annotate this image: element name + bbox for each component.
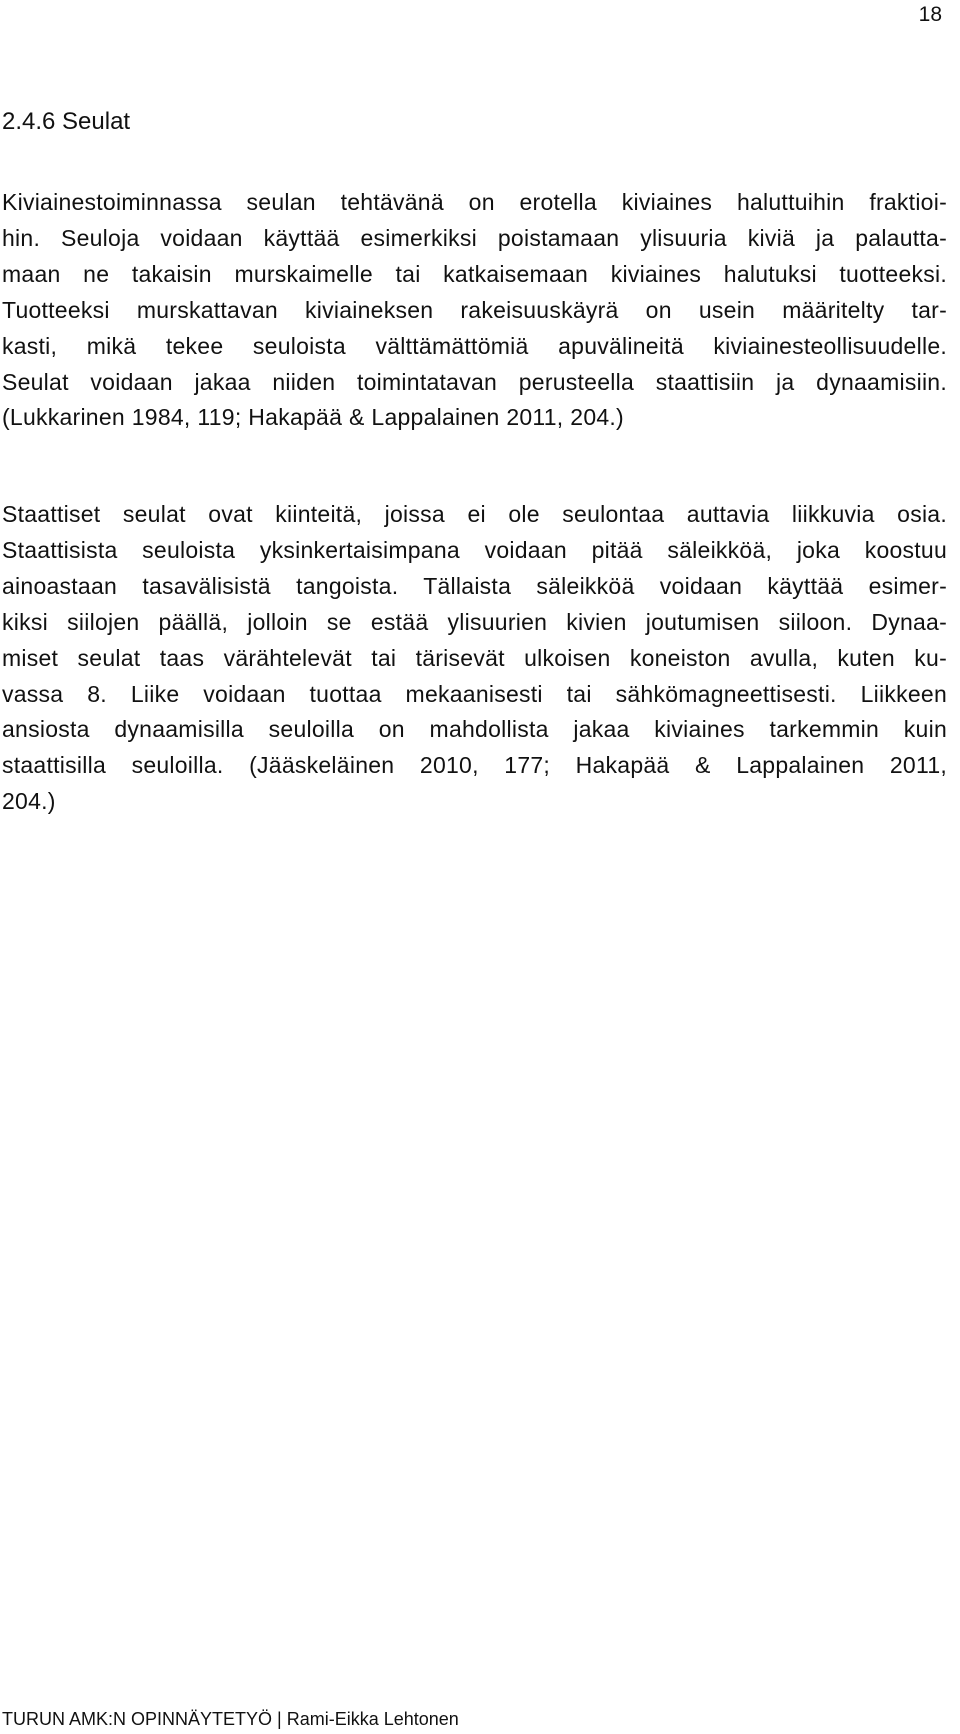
paragraph-line: miset seulat taas värähtelevät tai tärisevät ulkoisen koneiston avulla, kuten ku- [2, 644, 947, 671]
paragraph-line: Staattisista seuloista yksinkertaisimpana voidaan pitää säleikköä, joka koostuu [2, 536, 947, 563]
page-footer: TURUN AMK:N OPINNÄYTETYÖ | Rami-Eikka Lehtonen [2, 1709, 459, 1729]
paragraph-line: Seulat voidaan jakaa niiden toimintatavan perusteella staattisiin ja dynaamisiin. [2, 368, 947, 395]
section-heading: 2.4.6 Seulat [2, 108, 131, 135]
paragraph-1 [2, 185, 947, 436]
paragraph-line: ainoastaan tasavälisistä tangoista. Tällaista säleikköä voidaan käyttää esimer- [2, 572, 947, 599]
paragraph-line: kiksi siilojen päällä, jolloin se estää ylisuurien kivien joutumisen siiloon. Dynaa- [2, 608, 947, 635]
paragraph-2 [2, 497, 947, 820]
paragraph-line: ansiosta dynaamisilla seuloilla on mahdollista jakaa kiviaines tarkemmin kuin [2, 716, 947, 743]
paragraph-line: Staattiset seulat ovat kiinteitä, joissa ei ole seulontaa auttavia liikkuvia osia. [2, 501, 947, 527]
paragraph-line: (Lukkarinen 1984, 119; Hakapää & Lappalainen 2011, 204.) [2, 404, 624, 431]
paragraph-line: staattisilla seuloilla. (Jääskeläinen 2010, 177; Hakapää & Lappalainen 2011, [2, 752, 947, 779]
paragraph-line: Tuotteeksi murskattavan kiviaineksen rakeisuuskäyrä on usein määritelty tar- [2, 296, 947, 323]
paragraph-line: Kiviainestoiminnassa seulan tehtävänä on erotella kiviaines haluttuihin fraktioi- [2, 189, 947, 215]
paragraph-line: hin. Seuloja voidaan käyttää esimerkiksi poistamaan ylisuuria kiviä ja palautta- [2, 224, 947, 251]
paragraph-line: vassa 8. Liike voidaan tuottaa mekaanisesti tai sähkömagneettisesti. Liikkeen [2, 680, 947, 707]
paragraph-line: 204.) [2, 788, 56, 815]
page-number: 18 [918, 3, 942, 26]
paragraph-line: maan ne takaisin murskaimelle tai katkaisemaan kiviaines halutuksi tuotteeksi. [2, 260, 947, 287]
paragraph-line: kasti, mikä tekee seuloista välttämättömiä apuvälineitä kiviainesteollisuudelle. [2, 332, 947, 359]
